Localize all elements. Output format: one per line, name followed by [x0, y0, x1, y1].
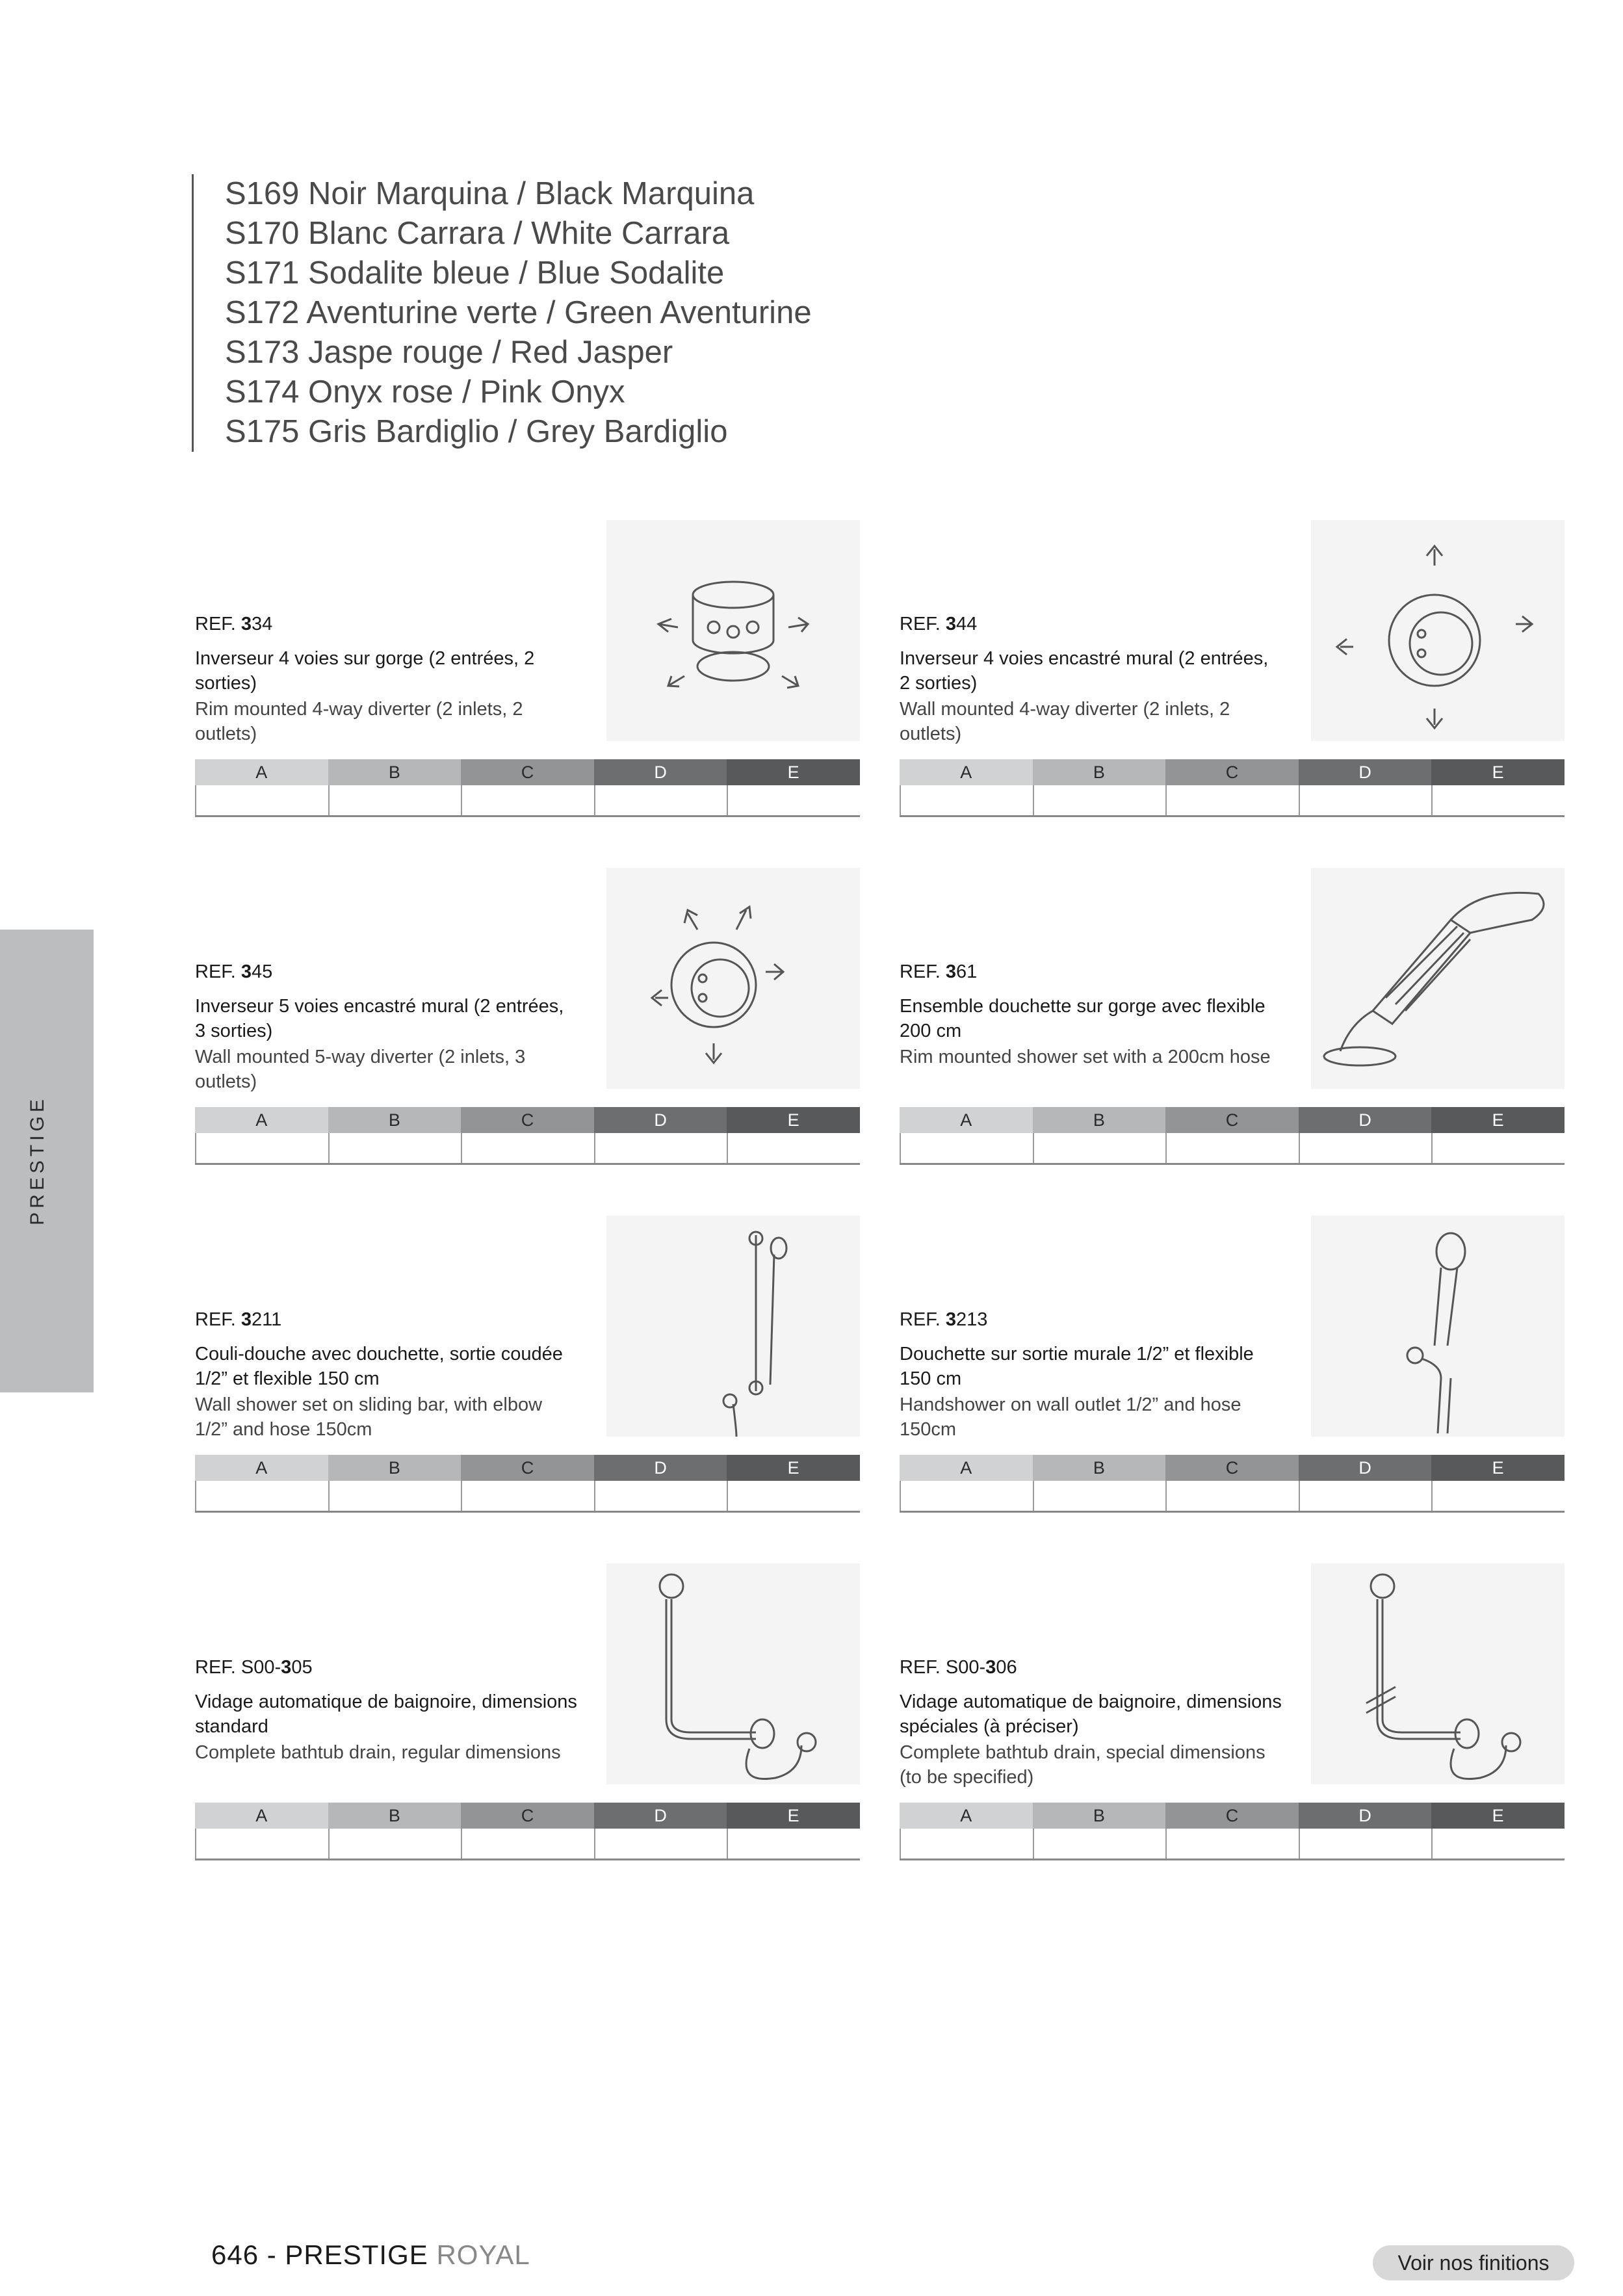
description-en: Wall shower set on sliding bar, with elbow 1/2” and hose 150cm: [195, 1394, 543, 1440]
rim-diverter-icon: [606, 520, 860, 741]
description-en: Complete bathtub drain, special dimensions (to be specified): [900, 1742, 1266, 1788]
description-en: Wall mounted 4-way diverter (2 inlets, 2 outlets): [900, 699, 1230, 744]
grid-row: [900, 1133, 1565, 1165]
page-footer: [211, 2239, 530, 2271]
grid-header-e: E: [727, 1803, 860, 1829]
grid-header-d: D: [594, 1455, 727, 1481]
bathtub-drain-special-icon: [1311, 1563, 1565, 1784]
grid-header-b: B: [1033, 759, 1166, 785]
product-ref: REF. 344: [900, 614, 978, 634]
product-card: [195, 868, 860, 1130]
product-card: [195, 1216, 860, 1478]
grid-header-c: C: [1165, 1455, 1299, 1481]
grid-header-d: D: [594, 1803, 727, 1829]
grid-header-b: B: [328, 1455, 461, 1481]
description-fr: Inverseur 5 voies encastré mural (2 entrées, 3 sorties): [195, 996, 564, 1041]
description-fr: Inverseur 4 voies sur gorge (2 entrées, 2 sorties): [195, 648, 535, 694]
product-card: [900, 1563, 1565, 1825]
product-card: [195, 520, 860, 782]
description-en: Rim mounted shower set with a 200cm hose: [900, 1047, 1271, 1067]
description-en: Complete bathtub drain, regular dimensions: [195, 1742, 561, 1763]
grid-header-e: E: [727, 1107, 860, 1133]
product-info: [900, 1307, 1283, 1442]
finish-grid: [900, 759, 1565, 817]
finish-item: S174 Onyx rose / Pink Onyx: [225, 374, 625, 410]
grid-header-c: C: [1165, 759, 1299, 785]
grid-row: [900, 1481, 1565, 1513]
grid-header-c: C: [1165, 1803, 1299, 1829]
grid-header-a: A: [195, 759, 328, 785]
page-number: 646 - PRESTIGE: [211, 2239, 428, 2270]
grid-header-c: C: [461, 1455, 594, 1481]
grid-header-e: E: [727, 759, 860, 785]
grid-header-c: C: [461, 1107, 594, 1133]
product-card: [900, 868, 1565, 1130]
product-info: [195, 1654, 578, 1765]
finish-grid: [900, 1803, 1565, 1860]
finish-item: S171 Sodalite bleue / Blue Sodalite: [225, 255, 725, 291]
product-card: [900, 1216, 1565, 1478]
grid-header-e: E: [1431, 1803, 1565, 1829]
grid-row: [195, 1133, 860, 1165]
grid-header-a: A: [900, 1107, 1033, 1133]
grid-header-a: A: [900, 1455, 1033, 1481]
grid-header-c: C: [461, 1803, 594, 1829]
section-label: PRESTIGE: [27, 1095, 48, 1225]
product-info: [900, 1654, 1283, 1790]
grid-header-b: B: [328, 759, 461, 785]
product-info: [900, 959, 1283, 1069]
product-info: [195, 1307, 578, 1442]
description-fr: Couli-douche avec douchette, sortie coudée 1/2” et flexible 150 cm: [195, 1344, 563, 1389]
product-info: [195, 611, 578, 746]
grid-header-a: A: [195, 1107, 328, 1133]
wall-5way-diverter-icon: [606, 868, 860, 1089]
grid-header-a: A: [195, 1803, 328, 1829]
view-finishes-button[interactable]: Voir nos finitions: [1373, 2245, 1574, 2280]
grid-row: [195, 1829, 860, 1860]
product-ref: REF. 345: [195, 961, 273, 982]
finish-list: [192, 174, 812, 452]
finish-grid: [195, 1803, 860, 1860]
grid-header-e: E: [1431, 1455, 1565, 1481]
finish-grid: [195, 1455, 860, 1513]
description-fr: Douchette sur sortie murale 1/2” et flexible 150 cm: [900, 1344, 1254, 1389]
finish-item: S172 Aventurine verte / Green Aventurine: [225, 295, 812, 330]
wall-outlet-shower-icon: [1311, 1216, 1565, 1437]
grid-header-d: D: [1299, 759, 1432, 785]
hand-shower-icon: [1311, 868, 1565, 1089]
finish-item: S170 Blanc Carrara / White Carrara: [225, 216, 730, 251]
description-en: Handshower on wall outlet 1/2” and hose 150cm: [900, 1394, 1241, 1440]
grid-header-c: C: [1165, 1107, 1299, 1133]
grid-header-a: A: [900, 1803, 1033, 1829]
description-fr: Vidage automatique de baignoire, dimensions spéciales (à préciser): [900, 1691, 1282, 1737]
collection-name: ROYAL: [436, 2239, 530, 2270]
finish-grid: [195, 1107, 860, 1165]
grid-header-b: B: [1033, 1803, 1166, 1829]
product-ref: REF. 3211: [195, 1309, 282, 1330]
product-ref: REF. 334: [195, 614, 273, 634]
product-ref: REF. 3213: [900, 1309, 988, 1330]
grid-row: [900, 785, 1565, 817]
finish-item: S173 Jaspe rouge / Red Jasper: [225, 335, 673, 370]
finish-grid: [900, 1455, 1565, 1513]
grid-row: [900, 1829, 1565, 1860]
grid-header-a: A: [900, 759, 1033, 785]
grid-header-e: E: [1431, 1107, 1565, 1133]
description-en: Wall mounted 5-way diverter (2 inlets, 3 outlets): [195, 1047, 526, 1092]
grid-header-b: B: [328, 1803, 461, 1829]
description-fr: Ensemble douchette sur gorge avec flexible 200 cm: [900, 996, 1266, 1041]
grid-header-c: C: [461, 759, 594, 785]
grid-header-d: D: [1299, 1107, 1432, 1133]
description-fr: Vidage automatique de baignoire, dimensions standard: [195, 1691, 577, 1737]
grid-header-e: E: [1431, 759, 1565, 785]
product-ref: REF. 361: [900, 961, 978, 982]
grid-header-b: B: [1033, 1455, 1166, 1481]
grid-header-e: E: [727, 1455, 860, 1481]
grid-row: [195, 1481, 860, 1513]
grid-header-d: D: [1299, 1455, 1432, 1481]
product-card: [900, 520, 1565, 782]
grid-header-b: B: [1033, 1107, 1166, 1133]
grid-header-d: D: [1299, 1803, 1432, 1829]
bathtub-drain-icon: [606, 1563, 860, 1784]
finish-item: S169 Noir Marquina / Black Marquina: [225, 176, 755, 211]
product-ref: REF. S00-305: [195, 1657, 313, 1678]
finish-item: S175 Gris Bardiglio / Grey Bardiglio: [225, 414, 728, 449]
grid-header-d: D: [594, 1107, 727, 1133]
sliding-bar-shower-icon: [606, 1216, 860, 1437]
product-info: [900, 611, 1283, 746]
finish-grid: [195, 759, 860, 817]
wall-diverter-icon: [1311, 520, 1565, 741]
grid-header-b: B: [328, 1107, 461, 1133]
grid-header-a: A: [195, 1455, 328, 1481]
grid-row: [195, 785, 860, 817]
finish-grid: [900, 1107, 1565, 1165]
product-ref: REF. S00-306: [900, 1657, 1017, 1678]
product-card: [195, 1563, 860, 1825]
product-info: [195, 959, 578, 1094]
description-fr: Inverseur 4 voies encastré mural (2 entrées, 2 sorties): [900, 648, 1269, 694]
description-en: Rim mounted 4-way diverter (2 inlets, 2 outlets): [195, 699, 523, 744]
grid-header-d: D: [594, 759, 727, 785]
